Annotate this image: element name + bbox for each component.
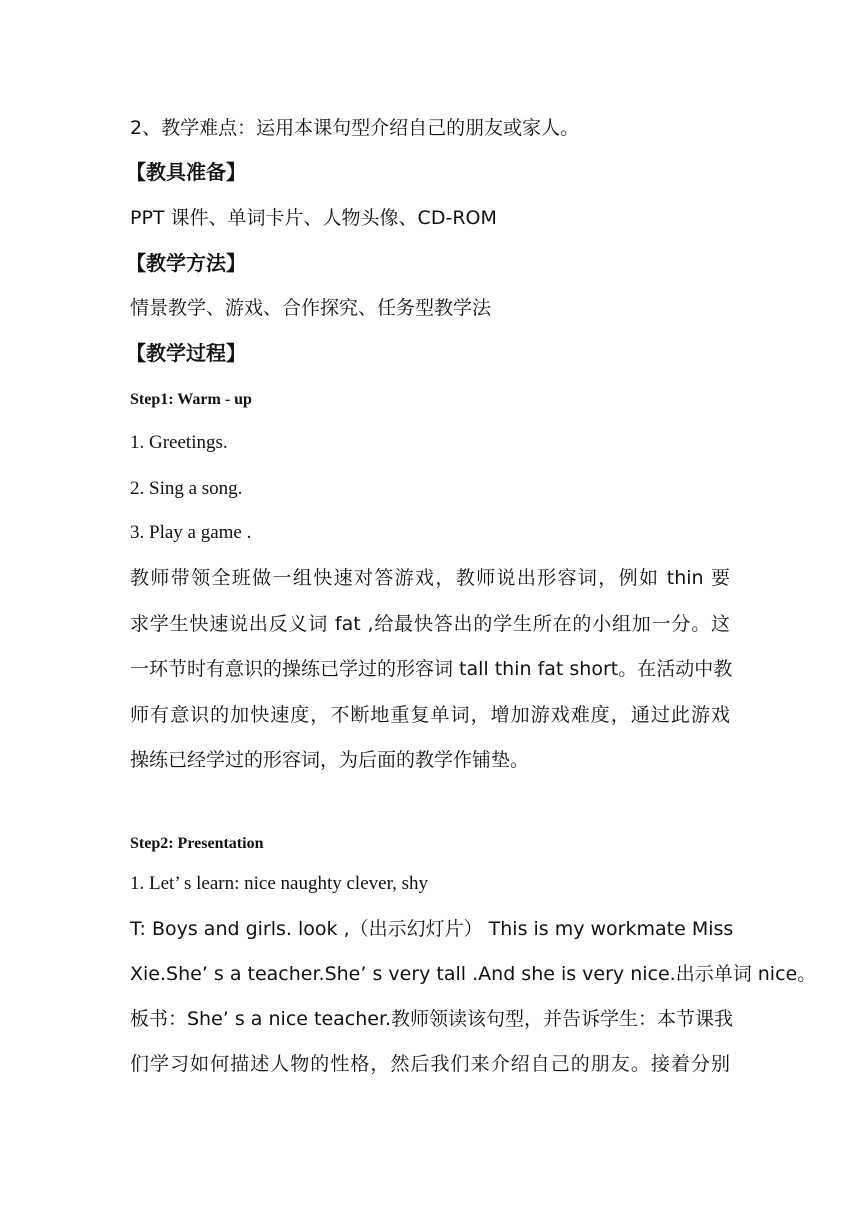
prep-heading: 【教具准备】 bbox=[126, 160, 246, 184]
step2-item-1: 1. Let’ s learn: nice naughty clever, shy bbox=[130, 873, 429, 894]
step1-item-3: 3. Play a game . bbox=[130, 522, 252, 543]
step1-item-1: 1. Greetings. bbox=[130, 432, 228, 453]
step1-item-2: 2. Sing a song. bbox=[130, 478, 243, 499]
method-heading: 【教学方法】 bbox=[126, 251, 246, 275]
step1-paragraph-line-3: 一环节时有意识的操练已学过的形容词 tall thin fat short。在活动中教 bbox=[130, 658, 733, 680]
prep-text: PPT 课件、单词卡片、人物头像、CD-ROM bbox=[130, 207, 497, 229]
process-heading: 【教学过程】 bbox=[126, 341, 246, 365]
step2-title: Step2: Presentation bbox=[130, 835, 264, 852]
step2-paragraph-line-4: 们学习如何描述人物的性格，然后我们来介绍自己的朋友。接着分别 bbox=[130, 1053, 730, 1075]
step2-paragraph-line-3: 板书：She’ s a nice teacher.教师领读该句型，并告诉学生：本节课我 bbox=[130, 1008, 734, 1030]
step1-paragraph-line-1: 教师带领全班做一组快速对答游戏，教师说出形容词，例如 thin 要 bbox=[130, 567, 730, 589]
step2-paragraph-line-1: T: Boys and girls. look ,（出示幻灯片） This is my workmate Miss bbox=[130, 918, 734, 940]
method-text: 情景教学、游戏、合作探究、任务型教学法 bbox=[130, 297, 492, 319]
step1-paragraph-line-2: 求学生快速说出反义词 fat ,给最快答出的学生所在的小组加一分。这 bbox=[130, 613, 730, 635]
teaching-difficulty: 2、教学难点：运用本课句型介绍自己的朋友或家人。 bbox=[130, 117, 580, 139]
step2-paragraph-line-2: Xie.She’ s a teacher.She’ s very tall .And she is very nice.出示单词 nice。 bbox=[130, 963, 817, 985]
document-page bbox=[126, 0, 817, 1216]
step1-paragraph-line-4: 师有意识的加快速度，不断地重复单词，增加游戏难度，通过此游戏 bbox=[130, 704, 730, 726]
step1-paragraph-line-5: 操练已经学过的形容词，为后面的教学作铺垫。 bbox=[130, 749, 530, 771]
step1-title: Step1: Warm - up bbox=[130, 391, 252, 408]
